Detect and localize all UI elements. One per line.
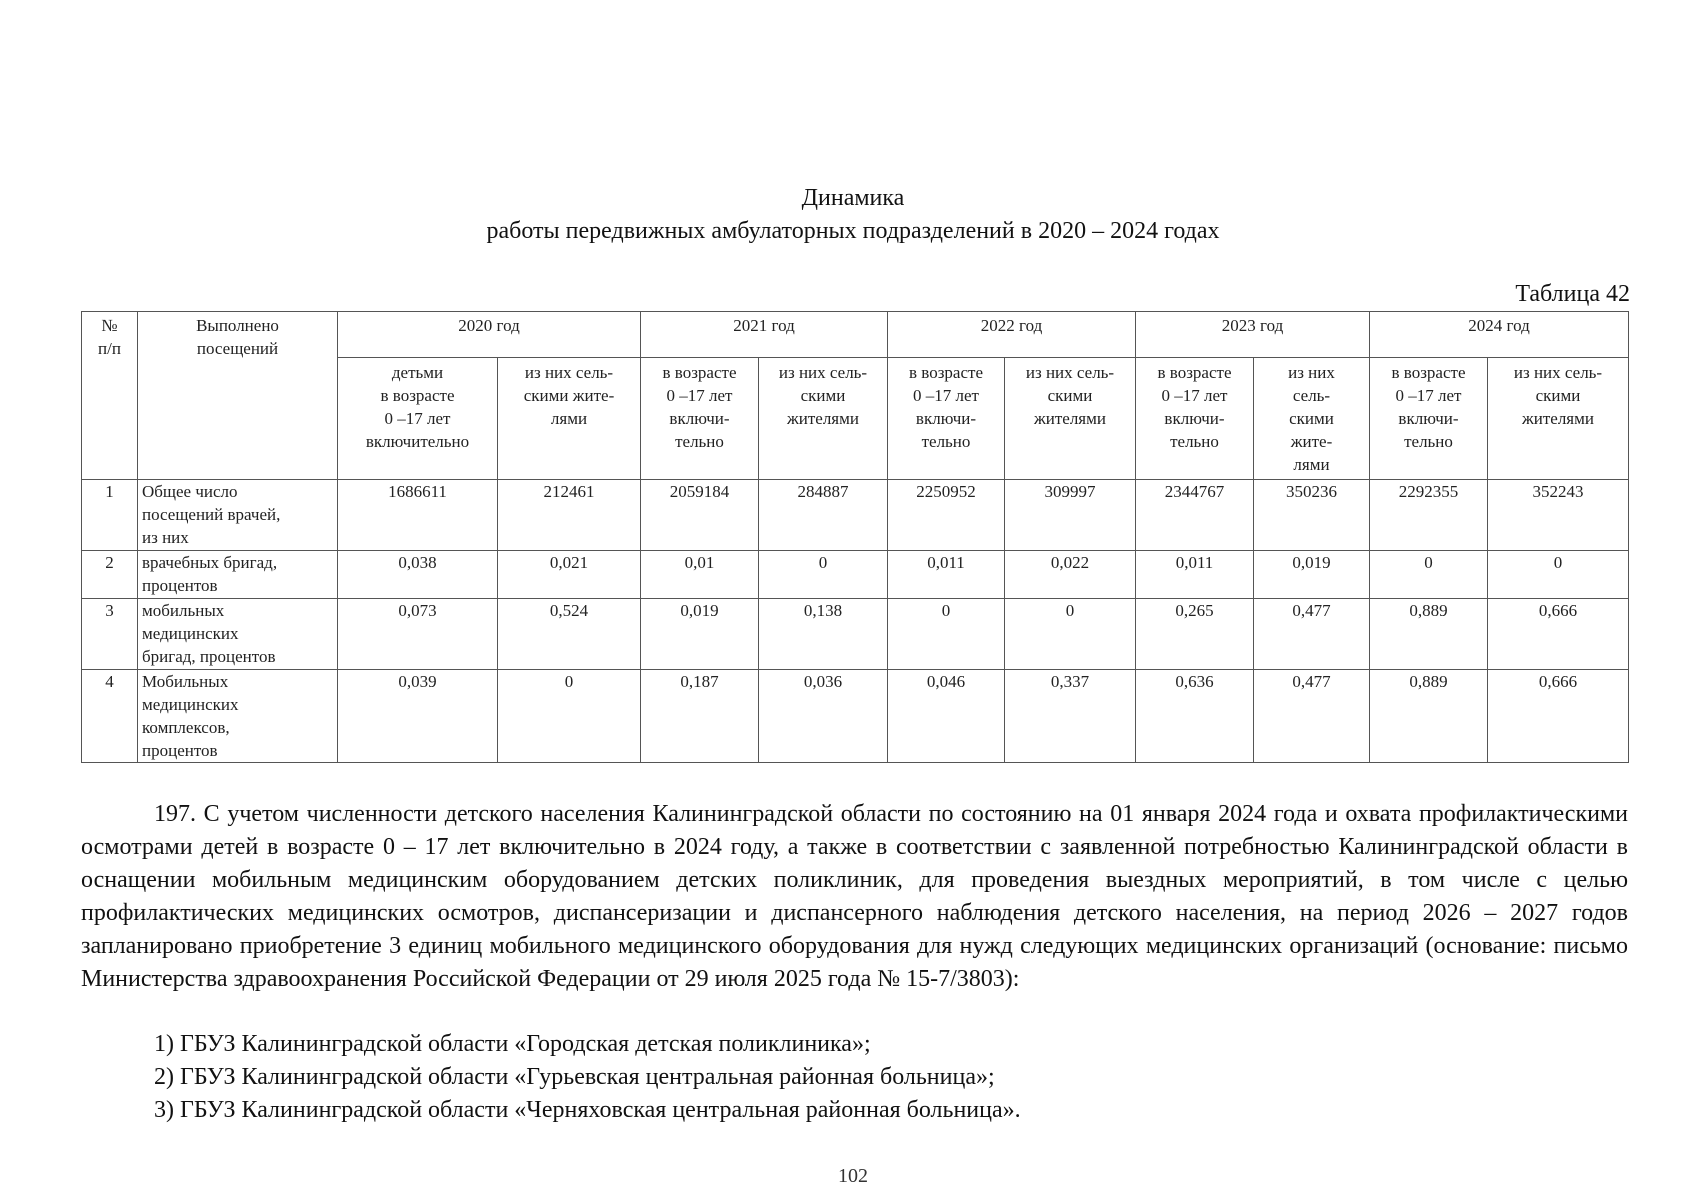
value-cell: 0,01 xyxy=(641,551,759,599)
table-row xyxy=(82,551,1629,599)
subheader-cell: в возрасте 0 –17 лет включи- тельно xyxy=(1136,358,1254,480)
value-cell: 0,477 xyxy=(1254,599,1370,670)
value-cell: 0,046 xyxy=(888,670,1005,763)
value-cell: 0,666 xyxy=(1488,670,1629,763)
value-cell: 0,265 xyxy=(1136,599,1254,670)
subheader-cell: из них сель- скими жителями xyxy=(1005,358,1136,480)
subheader-cell: детьми в возрасте 0 –17 лет включительно xyxy=(338,358,498,480)
header-year-2020: 2020 год xyxy=(338,312,641,358)
row-label-cell: мобильных медицинских бригад, процентов xyxy=(138,599,338,670)
value-cell: 284887 xyxy=(759,480,888,551)
value-cell: 0,038 xyxy=(338,551,498,599)
value-cell: 0,187 xyxy=(641,670,759,763)
row-label-cell: врачебных бригад, процентов xyxy=(138,551,338,599)
header-year-2022: 2022 год xyxy=(888,312,1136,358)
row-label-cell: Общее число посещений врачей, из них xyxy=(138,480,338,551)
value-cell: 0,019 xyxy=(1254,551,1370,599)
value-cell: 0 xyxy=(1005,599,1136,670)
list-item: 3) ГБУЗ Калининградской области «Черняховская центральная районная больница». xyxy=(154,1097,1021,1123)
value-cell: 350236 xyxy=(1254,480,1370,551)
table-row xyxy=(82,670,1629,763)
value-cell: 2059184 xyxy=(641,480,759,551)
header-year-2023: 2023 год xyxy=(1136,312,1370,358)
value-cell: 2344767 xyxy=(1136,480,1254,551)
subheader-cell: из них сель- скими жите- лями xyxy=(1254,358,1370,480)
page-number: 102 xyxy=(838,1165,868,1187)
value-cell: 0,011 xyxy=(888,551,1005,599)
row-number-cell: 4 xyxy=(82,670,138,763)
value-cell: 0,036 xyxy=(759,670,888,763)
value-cell: 0,636 xyxy=(1136,670,1254,763)
table-row xyxy=(82,480,1629,551)
visits-table xyxy=(81,311,1629,763)
subheader-cell: в возрасте 0 –17 лет включи- тельно xyxy=(888,358,1005,480)
row-number-cell: 1 xyxy=(82,480,138,551)
list-item: 2) ГБУЗ Калининградской области «Гурьевская центральная районная больница»; xyxy=(154,1064,995,1090)
value-cell: 0 xyxy=(888,599,1005,670)
value-cell: 0,889 xyxy=(1370,670,1488,763)
header-visits: Выполнено посещений xyxy=(138,312,338,480)
row-label-cell: Мобильных медицинских комплексов, процентов xyxy=(138,670,338,763)
subheader-cell: в возрасте 0 –17 лет включи- тельно xyxy=(1370,358,1488,480)
value-cell: 0 xyxy=(759,551,888,599)
value-cell: 0,524 xyxy=(498,599,641,670)
value-cell: 0,337 xyxy=(1005,670,1136,763)
header-year-2021: 2021 год xyxy=(641,312,888,358)
document-subtitle: работы передвижных амбулаторных подразделений в 2020 – 2024 годах xyxy=(486,218,1220,244)
value-cell: 2250952 xyxy=(888,480,1005,551)
value-cell: 0 xyxy=(1488,551,1629,599)
row-number-cell: 2 xyxy=(82,551,138,599)
subheader-cell: из них сель- скими жите- лями xyxy=(498,358,641,480)
value-cell: 0,889 xyxy=(1370,599,1488,670)
header-year-2024: 2024 год xyxy=(1370,312,1629,358)
value-cell: 0,011 xyxy=(1136,551,1254,599)
value-cell: 0,021 xyxy=(498,551,641,599)
value-cell: 2292355 xyxy=(1370,480,1488,551)
value-cell: 0,666 xyxy=(1488,599,1629,670)
subheader-cell: из них сель- скими жителями xyxy=(1488,358,1629,480)
subheader-cell: из них сель- скими жителями xyxy=(759,358,888,480)
header-row-number: № п/п xyxy=(82,312,138,480)
value-cell: 352243 xyxy=(1488,480,1629,551)
value-cell: 0,073 xyxy=(338,599,498,670)
value-cell: 0,019 xyxy=(641,599,759,670)
value-cell: 309997 xyxy=(1005,480,1136,551)
list-item: 1) ГБУЗ Калининградской области «Городская детская поликлиника»; xyxy=(154,1031,871,1057)
body-paragraph: 197. С учетом численности детского населения Калининградской области по состоянию на 01 января 2024 года и охвата профилактическими осмотрами детей в возрасте 0 – 17 лет включительно в 2024 году, а также в соответствии с заявленной потребностью Калининградской области в оснащении мобильным медицинским оборудованием детских поликлиник, для проведения выездных мероприятий, в том числе с целью профилактических медицинских осмотров, диспансеризации и диспансерного наблюдения детского населения, на период 2026 – 2027 годов запланировано приобретение 3 единиц мобильного медицинского оборудования для нужд следующих медицинских организаций (основание: письмо Министерства здравоохранения Российской Федерации от 29 июля 2025 года № 15-7/3803): xyxy=(81,801,1628,992)
value-cell: 0 xyxy=(1370,551,1488,599)
value-cell: 212461 xyxy=(498,480,641,551)
value-cell: 0,138 xyxy=(759,599,888,670)
subheader-cell: в возрасте 0 –17 лет включи- тельно xyxy=(641,358,759,480)
table-row xyxy=(82,599,1629,670)
value-cell: 0 xyxy=(498,670,641,763)
value-cell: 1686611 xyxy=(338,480,498,551)
value-cell: 0,022 xyxy=(1005,551,1136,599)
value-cell: 0,039 xyxy=(338,670,498,763)
value-cell: 0,477 xyxy=(1254,670,1370,763)
document-title: Динамика xyxy=(801,185,905,211)
table-number-label: Таблица 42 xyxy=(1515,281,1630,307)
row-number-cell: 3 xyxy=(82,599,138,670)
